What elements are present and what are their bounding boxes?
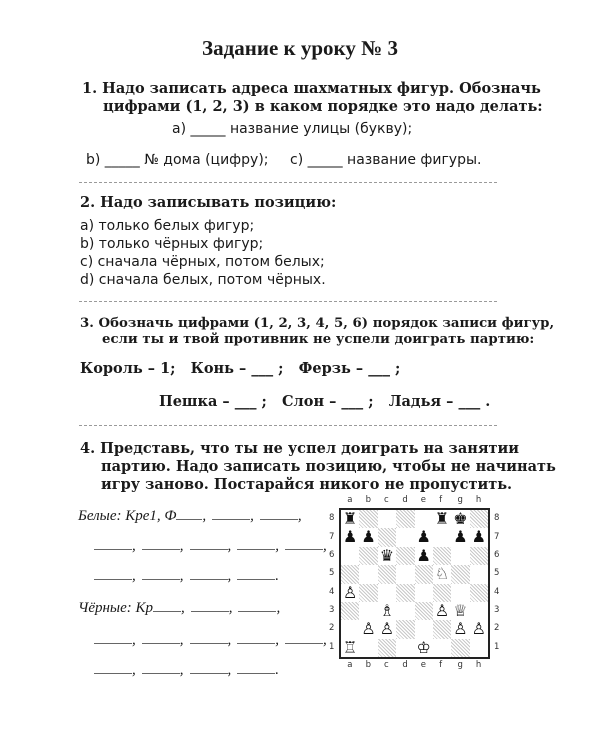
task1-option-b: b) _____ № дома (цифру); (86, 152, 269, 168)
board-coordinate: 7 (329, 531, 335, 542)
black-start: Кр (135, 600, 153, 616)
board-square (451, 620, 469, 638)
separator (79, 301, 497, 302)
blank[interactable] (237, 672, 275, 674)
board-square (470, 547, 488, 565)
board-coordinate: g (457, 660, 463, 670)
board-square (378, 620, 396, 638)
board-square (415, 584, 433, 602)
board-square (396, 602, 414, 620)
board-square (433, 547, 451, 565)
chess-piece: ♙ (378, 620, 396, 638)
board-coordinate: 6 (494, 549, 500, 560)
board-square (378, 602, 396, 620)
task3-line1: 3. Обозначь цифрами (1, 2, 3, 4, 5, 6) порядок записи фигур, (80, 316, 555, 331)
chess-piece: ♟ (470, 528, 488, 546)
board-square (396, 639, 414, 657)
board-coordinate: f (439, 495, 443, 505)
board-coordinate: 6 (329, 549, 335, 560)
white-start: Кре1, Ф (125, 508, 177, 524)
board-square (415, 528, 433, 546)
task2-option-d: d) сначала белых, потом чёрных. (80, 272, 326, 288)
chess-piece: ♙ (451, 620, 469, 638)
chess-piece: ♖ (341, 639, 359, 657)
chess-piece: ♟ (415, 547, 433, 565)
board-square (396, 547, 414, 565)
task4-line3: игру заново. Постарайся никого не пропустить. (101, 476, 513, 493)
chess-piece: ♟ (359, 528, 377, 546)
blank[interactable] (285, 548, 323, 550)
board-square (470, 584, 488, 602)
blank[interactable] (142, 642, 180, 644)
board-square (451, 565, 469, 583)
board-coordinate: f (439, 660, 443, 670)
task3-row2: Пешка – ___ ; Слон – ___ ; Ладья – ___ . (159, 393, 491, 410)
board-coordinate: 7 (494, 531, 500, 542)
board-coordinate: 1 (329, 641, 335, 652)
white-notation-line: , , , . (94, 568, 279, 585)
chess-board (339, 508, 490, 659)
task3-line2: если ты и твой противник не успели доиграть партию: (102, 332, 535, 347)
board-square (433, 620, 451, 638)
board-square (415, 565, 433, 583)
board-square (359, 565, 377, 583)
board-square (341, 584, 359, 602)
board-square (451, 547, 469, 565)
black-label: Чёрные: (78, 600, 132, 616)
board-coordinate: a (347, 660, 353, 670)
board-coordinate: 5 (494, 568, 500, 579)
board-coordinate: c (383, 495, 389, 505)
board-square (341, 510, 359, 528)
white-notation-line: Белые: Кре1, Ф , , , (78, 508, 302, 524)
board-square (396, 584, 414, 602)
board-square (341, 639, 359, 657)
board-square (396, 620, 414, 638)
board-square (359, 602, 377, 620)
board-square (451, 510, 469, 528)
blank[interactable] (153, 610, 181, 612)
board-coordinate: 5 (329, 568, 335, 579)
chess-piece: ♗ (378, 602, 396, 620)
board-coordinate: d (402, 660, 408, 670)
board-square (359, 547, 377, 565)
board-square (378, 510, 396, 528)
board-square (396, 528, 414, 546)
blank[interactable] (191, 610, 229, 612)
board-coordinate: 8 (494, 513, 500, 524)
board-square (470, 510, 488, 528)
blank[interactable] (260, 518, 298, 520)
blank[interactable] (212, 518, 250, 520)
task2-option-c: с) сначала чёрных, потом белых; (80, 254, 325, 270)
chess-piece: ♜ (433, 510, 451, 528)
board-square (341, 565, 359, 583)
blank[interactable] (94, 548, 132, 550)
blank[interactable] (190, 672, 228, 674)
board-coordinate: e (420, 660, 426, 670)
board-square (378, 528, 396, 546)
board-coordinate: e (420, 495, 426, 505)
chess-piece: ♟ (451, 528, 469, 546)
blank[interactable] (237, 578, 275, 580)
black-notation-line: , , , , , (94, 632, 327, 649)
task4-line1: 4. Представь, что ты не успел доиграть на занятии (80, 440, 520, 457)
board-square (359, 528, 377, 546)
board-coordinate: 3 (329, 605, 335, 616)
task2-heading: 2. Надо записывать позицию: (80, 194, 337, 211)
blank[interactable] (237, 548, 275, 550)
board-square (470, 565, 488, 583)
board-square (451, 639, 469, 657)
board-square (415, 602, 433, 620)
board-coordinate: 3 (494, 605, 500, 616)
board-coordinate: b (365, 660, 371, 670)
task1-option-a: а) _____ название улицы (букву); (172, 121, 413, 137)
blank[interactable] (238, 610, 276, 612)
chess-piece: ♘ (433, 565, 451, 583)
board-coordinate: 4 (329, 586, 335, 597)
board-coordinate: 8 (329, 513, 335, 524)
board-coordinate: d (402, 495, 408, 505)
board-square (451, 528, 469, 546)
board-coordinate: 2 (494, 623, 500, 634)
blank[interactable] (190, 642, 228, 644)
chess-piece: ♙ (433, 602, 451, 620)
board-coordinate: h (475, 660, 482, 670)
board-square (433, 510, 451, 528)
board-square (341, 547, 359, 565)
board-coordinate: b (365, 495, 371, 505)
separator (79, 182, 497, 183)
board-square (396, 565, 414, 583)
blank[interactable] (94, 672, 132, 674)
chess-piece: ♙ (341, 584, 359, 602)
task1-line1: 1. Надо записать адреса шахматных фигур. Обозначь (82, 80, 541, 97)
blank[interactable] (94, 642, 132, 644)
board-coordinate: a (347, 495, 353, 505)
board-square (451, 584, 469, 602)
board-square (341, 528, 359, 546)
board-coordinate: g (457, 495, 463, 505)
chess-piece: ♛ (378, 547, 396, 565)
separator (79, 425, 497, 426)
task2-option-b: b) только чёрных фигур; (80, 236, 264, 252)
board-square (359, 510, 377, 528)
page-title: Задание к уроку № 3 (202, 36, 398, 60)
black-notation-line: Чёрные: Кр , , , (78, 600, 281, 616)
chess-piece: ♕ (451, 602, 469, 620)
board-square (451, 602, 469, 620)
task1-option-c: с) _____ название фигуры. (290, 152, 482, 168)
board-square (396, 510, 414, 528)
board-square (378, 584, 396, 602)
white-label: Белые: (78, 508, 122, 524)
board-coordinate: c (383, 660, 389, 670)
chess-piece: ♔ (415, 639, 433, 657)
task1-line2: цифрами (1, 2, 3) в каком порядке это надо делать: (103, 98, 543, 115)
chess-piece: ♜ (341, 510, 359, 528)
blank[interactable] (237, 642, 275, 644)
task2-option-a: а) только белых фигур; (80, 218, 255, 234)
blank[interactable] (142, 548, 180, 550)
board-square (378, 547, 396, 565)
blank[interactable] (190, 578, 228, 580)
board-square (378, 565, 396, 583)
board-square (470, 620, 488, 638)
board-square (378, 639, 396, 657)
blank[interactable] (176, 518, 202, 520)
white-notation-line: , , , , , (94, 538, 327, 555)
board-square (470, 602, 488, 620)
board-coordinate: h (475, 495, 482, 505)
blank[interactable] (94, 578, 132, 580)
board-square (415, 510, 433, 528)
blank[interactable] (142, 672, 180, 674)
board-square (341, 620, 359, 638)
board-coordinate: 4 (494, 586, 500, 597)
blank[interactable] (142, 578, 180, 580)
board-square (415, 620, 433, 638)
board-square (415, 639, 433, 657)
board-square (433, 602, 451, 620)
board-square (341, 602, 359, 620)
chess-piece: ♙ (470, 620, 488, 638)
board-square (415, 547, 433, 565)
task4-line2: партию. Надо записать позицию, чтобы не начинать (101, 458, 556, 475)
board-square (433, 528, 451, 546)
board-square (359, 639, 377, 657)
blank[interactable] (285, 642, 323, 644)
chess-piece: ♚ (451, 510, 469, 528)
chess-piece: ♙ (359, 620, 377, 638)
board-square (433, 639, 451, 657)
chess-piece: ♟ (415, 528, 433, 546)
board-coordinate: 2 (329, 623, 335, 634)
board-square (433, 565, 451, 583)
chess-piece: ♟ (341, 528, 359, 546)
black-notation-line: , , , . (94, 662, 279, 679)
blank[interactable] (190, 548, 228, 550)
board-square (470, 528, 488, 546)
board-coordinate: 1 (494, 641, 500, 652)
board-square (359, 620, 377, 638)
board-square (359, 584, 377, 602)
board-square (433, 584, 451, 602)
board-square (470, 639, 488, 657)
task3-row1: Король – 1; Конь – ___ ; Ферзь – ___ ; (80, 360, 401, 377)
